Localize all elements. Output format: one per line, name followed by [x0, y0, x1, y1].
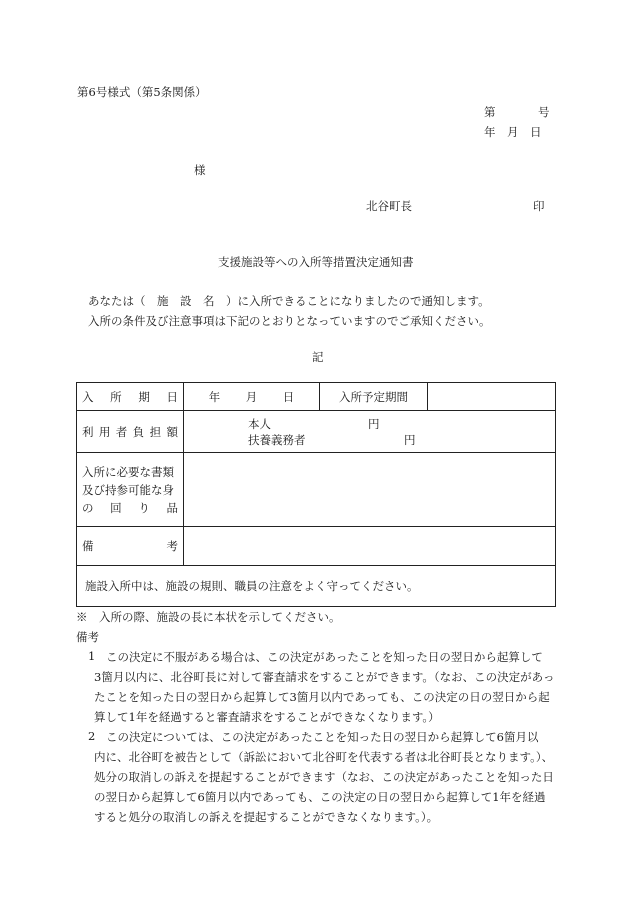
remark-line: 算して1年を経過すると審査請求をすることができなくなります。）: [94, 710, 440, 724]
items-value[interactable]: [184, 453, 556, 527]
document-number-suffix: 号: [538, 105, 550, 119]
remark-line: 3箇月以内に、北谷町長に対して審査請求をすることができます。（なお、この決定があっ: [94, 670, 555, 684]
table-row-rule-notice: [77, 566, 556, 607]
date-year-label: 年: [208, 389, 221, 404]
remarks-heading: 備考: [76, 630, 99, 644]
remark-number: 2: [88, 729, 96, 743]
remark-line: 処分の取消しの訴えを提起することができます（なお、この決定があったことを知った日: [94, 770, 554, 784]
remarks-value[interactable]: [184, 527, 556, 566]
remark-number: 1: [88, 649, 96, 663]
remark-line: の翌日から起算して6箇月以内であっても、この決定の日の翌日から起算して1年を経過: [94, 790, 546, 804]
seal-mark: 印: [533, 199, 545, 213]
details-table: [76, 382, 556, 607]
date-month-label: 月: [245, 389, 258, 404]
fee-guardian-label: 扶養義務者: [248, 432, 306, 447]
date-day-label: 日: [282, 389, 295, 404]
rule-notice: 施設入所中は、施設の規則、職員の注意をよく守ってください。: [77, 566, 556, 607]
remark-line: この決定については、この決定があったことを知った日の翌日から起算して6箇月以: [106, 730, 539, 744]
fee-principal-label: 本人: [248, 416, 271, 431]
remark-line: 内に、北谷町を被告として（訴訟において北谷町を代表する者は北谷町長となります。）、: [94, 750, 554, 764]
admission-period-value[interactable]: [428, 383, 556, 411]
form-number: 第6号様式（第5条関係）: [77, 85, 207, 99]
fee-value[interactable]: [184, 411, 556, 453]
table-row-remarks: [77, 527, 556, 566]
fee-label: 利 用 者 負 担 額: [77, 411, 184, 453]
document-title: 支援施設等への入所等措置決定通知書: [218, 255, 414, 269]
notice-line: 入所の条件及び注意事項は下記のとおりとなっていますのでご承知ください。: [88, 314, 491, 328]
admission-date-value[interactable]: [184, 383, 320, 411]
remark-line: すると処分の取消しの訴えを提起することができなくなります。）。: [94, 810, 439, 824]
remark-line: たことを知った日の翌日から起算して3箇月以内であっても、この決定の日の翌日から起: [94, 690, 550, 704]
table-row-items: [77, 453, 556, 527]
remark-line: この決定に不服がある場合は、この決定があったことを知った日の翌日から起算して: [106, 650, 543, 664]
admission-date-label: 入 所 期 日: [77, 383, 184, 411]
ki-label: 記: [312, 350, 324, 364]
recipient-honorific: 様: [194, 163, 206, 177]
items-label: 入所に必要な書類 及び持参可能な身 の 回 り 品: [77, 453, 184, 527]
fee-principal-unit: 円: [368, 416, 380, 431]
document-number-prefix: 第: [484, 105, 496, 119]
table-row-admission-date: [77, 383, 556, 411]
fee-guardian-unit: 円: [404, 432, 416, 447]
footnote: ※ 入所の際、施設の長に本状を示してください。: [76, 610, 341, 624]
document-date: 年 月 日: [484, 125, 542, 139]
remarks-label: 備 考: [77, 527, 184, 566]
notice-line: あなたは（ 施 設 名 ）に入所できることになりましたので通知します。: [88, 294, 490, 308]
table-row-fee: [77, 411, 556, 453]
admission-period-label: 入所予定期間: [320, 383, 428, 411]
issuer-title: 北谷町長: [366, 199, 412, 213]
